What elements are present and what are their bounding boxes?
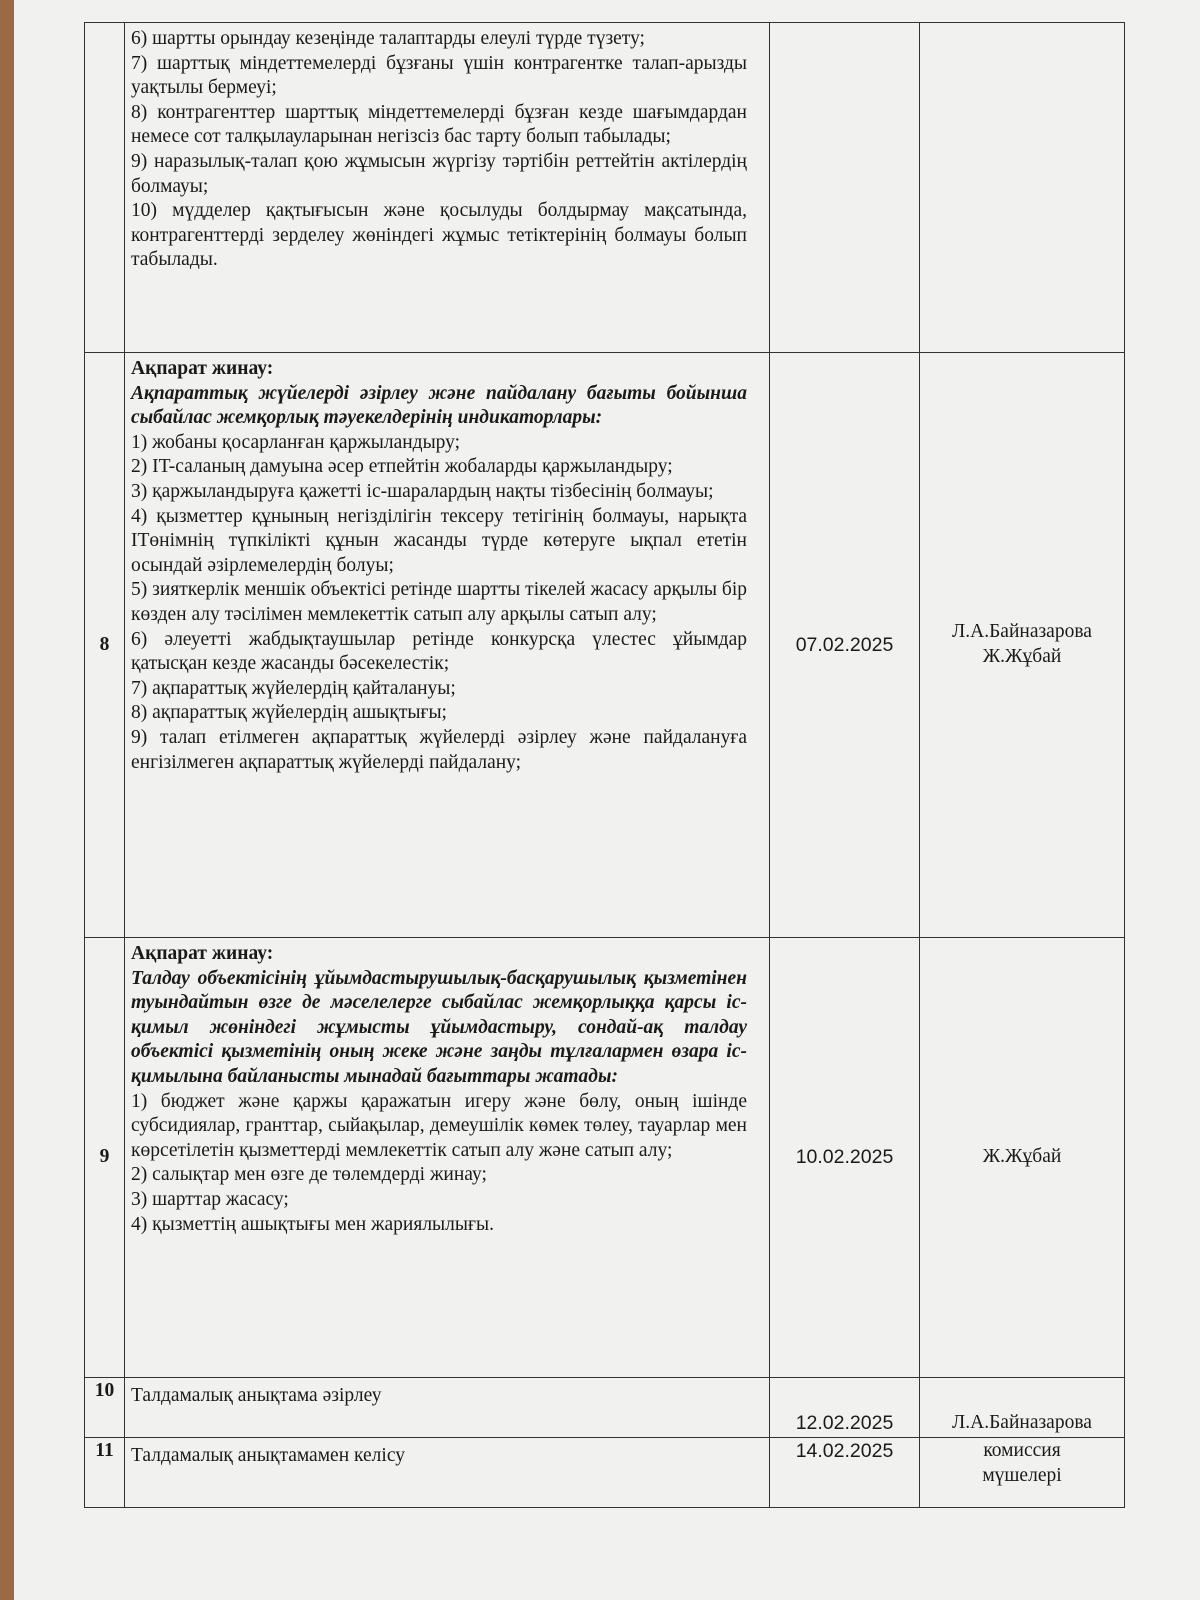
row-heading: Ақпарат жинау: [131, 943, 274, 964]
table-row-continuation [85, 23, 1125, 353]
responsible-cell [920, 1438, 1125, 1508]
list-item: 8) ақпараттық жүйелердің ашықтығы; [131, 702, 447, 724]
table-row-11 [85, 1438, 1125, 1508]
responsible-name: Ж.Жұбай [982, 646, 1062, 667]
list-item: 1) бюджет және қаржы қаражатын игеру және бөлу, оның ішінде субсидиялар, гранттар, сыйақылар, демеушілік көмек төлеу, тауарлар мен көрсетілетін қызметтерді мемлекеттік сатып алу және сатып алу; [131, 1090, 747, 1161]
list-item: 6) әлеуетті жабдықтаушылар ретінде конкурсқа үлестес ұйымдар қатысқан кезде жасанды бәсекелестік; [131, 628, 747, 675]
row-content-cell [125, 938, 770, 1378]
row-number: 11 [85, 1438, 125, 1508]
list-item: 3) қаржыландыруға қажетті іс-шаралардың нақты тізбесінің болмауы; [131, 480, 714, 502]
table-row-10 [85, 1378, 1125, 1438]
document-page [14, 0, 1200, 1600]
row-number: 9 [85, 938, 125, 1378]
row-text: Талдамалық анықтамамен келісу [125, 1438, 770, 1508]
responsible-cell [920, 353, 1125, 938]
responsible-name: Л.А.Байназарова [952, 1412, 1092, 1434]
list-item: 4) қызметтер құнының негізділігін тексеру тетігінің болмауы, нарықта ITөнімнің түпкілікті құнын жасанды түрде көтеруге ықпал ететін осындай әзірлемелердің болуы; [131, 505, 747, 576]
responsible-cell [920, 938, 1125, 1378]
list-item: 4) қызметтің ашықтығы мен жариялылығы. [131, 1213, 494, 1235]
date-cell: 14.02.2025 [770, 1438, 920, 1508]
responsible-cell [920, 1378, 1125, 1438]
date-cell [770, 23, 920, 353]
row-content-cell [125, 23, 770, 353]
plan-table [84, 22, 1125, 1508]
table-row-8 [85, 353, 1125, 938]
date-cell: 12.02.2025 [770, 1378, 920, 1438]
responsible-cell [920, 23, 1125, 353]
list-item: 8) контрагенттер шарттық міндеттемелерді бұзған кезде шағымдардан немесе сот талқылауларынан негізсіз бас тарту болып табылады; [131, 101, 747, 148]
list-item: 7) ақпараттық жүйелердің қайталануы; [131, 677, 456, 699]
list-item: 10) мүдделер қақтығысын және қосылуды болдырмау мақсатында, контрагенттерді зерделеу жөніндегі жұмыс тетіктерінің болмауы болып табылады. [131, 200, 747, 271]
responsible-name: Ж.Жұбай [982, 1146, 1062, 1168]
list-item: 6) шартты орындау кезеңінде талаптарды елеулі түрде түзету; [131, 28, 645, 49]
responsible-name: мүшелері [982, 1464, 1062, 1486]
list-item: 2) салықтар мен өзге де төлемдерді жинау; [131, 1164, 487, 1186]
row-content-cell [125, 353, 770, 938]
responsible-name: Л.А.Байназарова [952, 621, 1092, 643]
list-item: 9) талап етілмеген ақпараттық жүйелерді әзірлеу және пайдалануға енгізілмеген ақпараттық жүйелерді пайдалану; [131, 726, 747, 773]
row-text: Талдамалық анықтама әзірлеу [125, 1378, 770, 1438]
table-row-9 [85, 938, 1125, 1378]
list-item: 7) шарттық міндеттемелерді бұзғаны үшін контрагентке талап-арызды уақтылы бермеуі; [131, 52, 747, 99]
row-number: 8 [85, 353, 125, 938]
row-number: 10 [85, 1378, 125, 1438]
date-cell: 07.02.2025 [770, 353, 920, 938]
list-item: 2) IT-саланың дамуына әсер етпейтін жобаларды қаржыландыру; [131, 456, 673, 478]
row-heading: Ақпарат жинау: [131, 358, 274, 379]
row-subheading: Ақпараттық жүйелерді әзірлеу және пайдалану бағыты бойынша сыбайлас жемқорлық тәуекелдерінің индикаторлары: [131, 382, 747, 429]
row-subheading: Талдау объектісінің ұйымдастырушылық-басқарушылық қызметінен туындайтын өзге де мәселелерге сыбайлас жемқорлыққа қарсы іс-қимыл жөніндегі жұмысты ұйымдастыру, сондай-ақ талдау объектісі қызметінің оның жеке және заңды тұлғалармен өзара іс-қимылына байланысты мынадай бағыттары жатады: [131, 967, 747, 1087]
date-cell: 10.02.2025 [770, 938, 920, 1378]
row-number-cell [85, 23, 125, 353]
list-item: 9) наразылық-талап қою жұмысын жүргізу тәртібін реттейтін актілердің болмауы; [131, 150, 747, 197]
list-item: 3) шарттар жасасу; [131, 1188, 289, 1210]
list-item: 1) жобаны қосарланған қаржыландыру; [131, 431, 461, 453]
list-item: 5) зияткерлік меншік объектісі ретінде шартты тікелей жасасу арқылы бір көзден алу тәсілімен мемлекеттік сатып алу арқылы сатып алу; [131, 579, 747, 625]
responsible-name: комиссия [983, 1440, 1061, 1461]
